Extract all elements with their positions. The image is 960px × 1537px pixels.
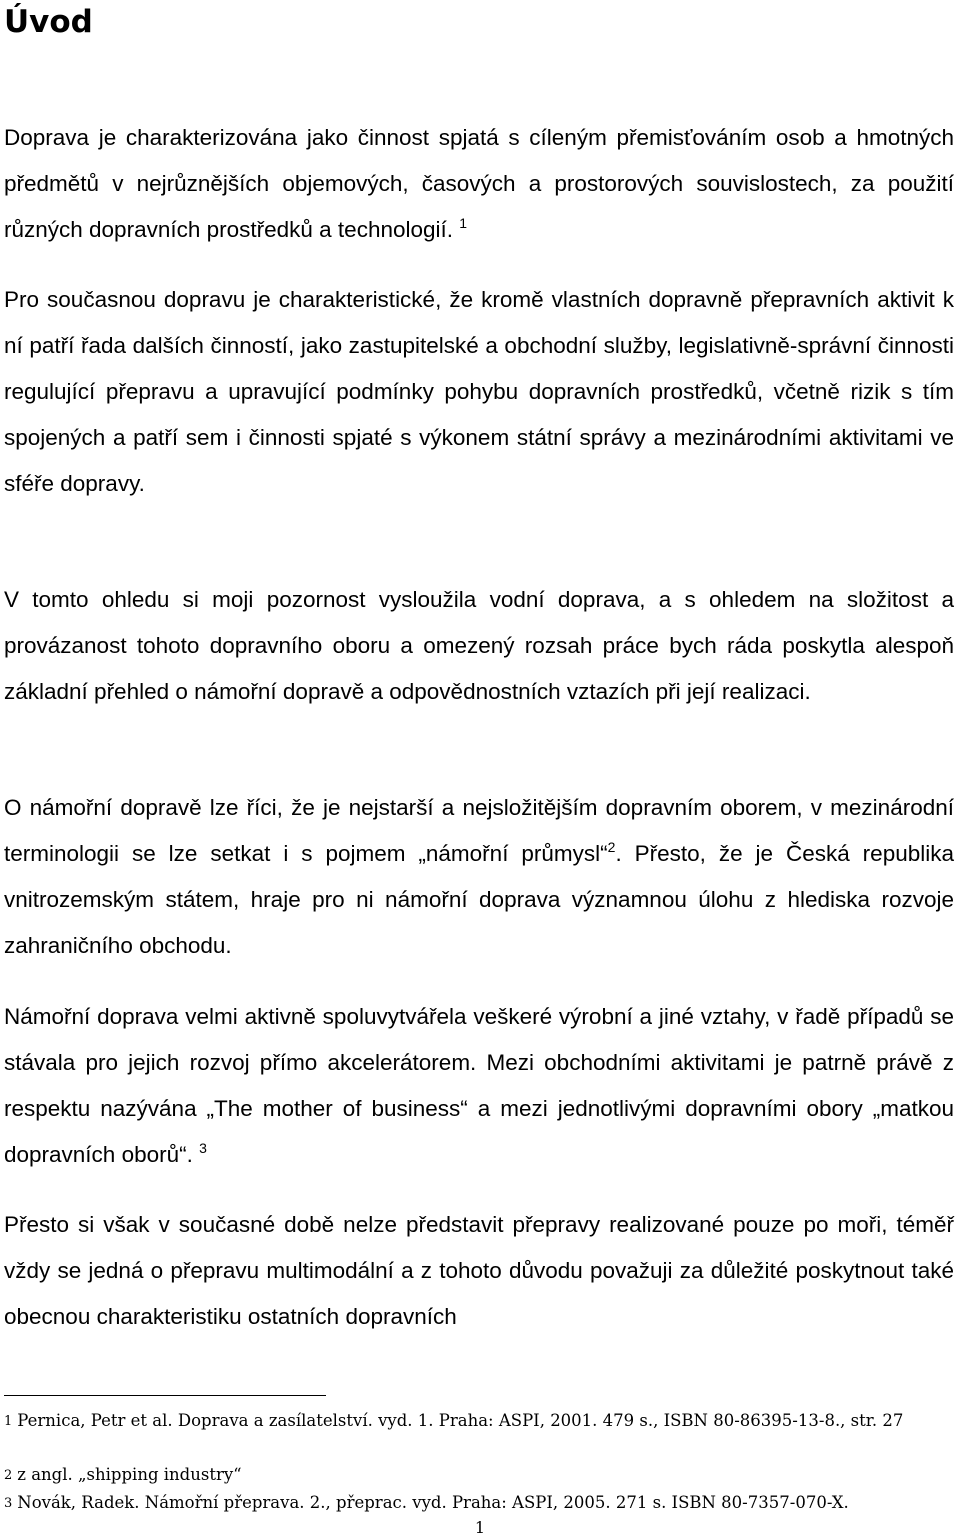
footnote-1 xyxy=(4,1408,956,1434)
footnote-ref-1: 1 xyxy=(459,215,468,231)
paragraph-6: Přesto si však v současné době nelze představit přepravy realizované pouze po moři, téměř vždy se jedná o přepravu multimodální a z tohoto důvodu považuji za důležité poskytnout také obecnou charakteristiku ostatních dopravních xyxy=(4,1212,954,1329)
paragraph-5-text: Námořní doprava velmi aktivně spoluvytvářela veškeré výrobní a jiné vztahy, v řadě případů se stávala pro jejich rozvoj přímo akcelerátorem. Mezi obchodními aktivitami je patrně právě z respektu nazývána „The mother of business“ a mezi jednotlivými dopravními obory „matkou dopravních oborů“. xyxy=(4,1004,954,1167)
footnote-text: z angl. „shipping industry“ xyxy=(17,1465,242,1484)
footnote-separator xyxy=(4,1395,326,1396)
page-title: Úvod xyxy=(4,4,93,40)
page-number: 1 xyxy=(474,1518,486,1537)
footnote-text: Novák, Radek. Námořní přeprava. 2., přeprac. vyd. Praha: ASPI, 2005. 271 s. ISBN 80-7357-070-X. xyxy=(17,1493,849,1512)
paragraph-1-text: Doprava je charakterizována jako činnost spjatá s cíleným přemisťováním osob a hmotných předmětů v nejrůznějších objemových, časových a prostorových souvislostech, za použití různých dopravních prostředků a technologií. xyxy=(4,125,954,242)
paragraph-3: V tomto ohledu si moji pozornost vysloužila vodní doprava, a s ohledem na složitost a provázanost tohoto dopravního oboru a omezený rozsah práce bych ráda poskytla alespoň základní přehled o námořní dopravě a odpovědnostních vztazích při její realizaci. xyxy=(4,587,954,704)
footnote-2 xyxy=(4,1462,956,1488)
paragraph-1 xyxy=(4,115,954,253)
footnote-number: 3 xyxy=(4,1496,13,1511)
footnote-text: Pernica, Petr et al. Doprava a zasílatelství. vyd. 1. Praha: ASPI, 2001. 479 s., ISBN 80-86395-13-8., str. 27 xyxy=(17,1411,904,1430)
paragraph-4-text-a: O námořní dopravě lze říci, že je nejstarší a nejsložitějším dopravním oborem, v mezinárodní terminologii se lze setkat i s pojmem „námořní průmysl“ xyxy=(4,795,954,866)
footnote-ref-3: 3 xyxy=(199,1140,207,1156)
footnote-number: 1 xyxy=(4,1414,13,1429)
footnote-3 xyxy=(4,1490,956,1516)
paragraph-2: Pro současnou dopravu je charakteristické, že kromě vlastních dopravně přepravních aktivit k ní patří řada dalších činností, jako zastupitelské a obchodní služby, legislativně-správní činnosti regulující přepravu a upravující podmínky pohybu dopravních prostředků, včetně rizik s tím spojených a patří sem i činnosti spjaté s výkonem státní správy a mezinárodními aktivitami ve sféře dopravy. xyxy=(4,287,954,496)
paragraph-4-text-b: . Přesto, že je Česká republika vnitrozemským státem, hraje pro ni námořní doprava významnou úlohu z hlediska rozvoje zahraničního obchodu. xyxy=(4,841,954,958)
paragraph-5 xyxy=(4,994,954,1178)
footnote-number: 2 xyxy=(4,1468,13,1483)
paragraph-4 xyxy=(4,785,954,969)
footnote-ref-2: 2 xyxy=(607,839,616,855)
